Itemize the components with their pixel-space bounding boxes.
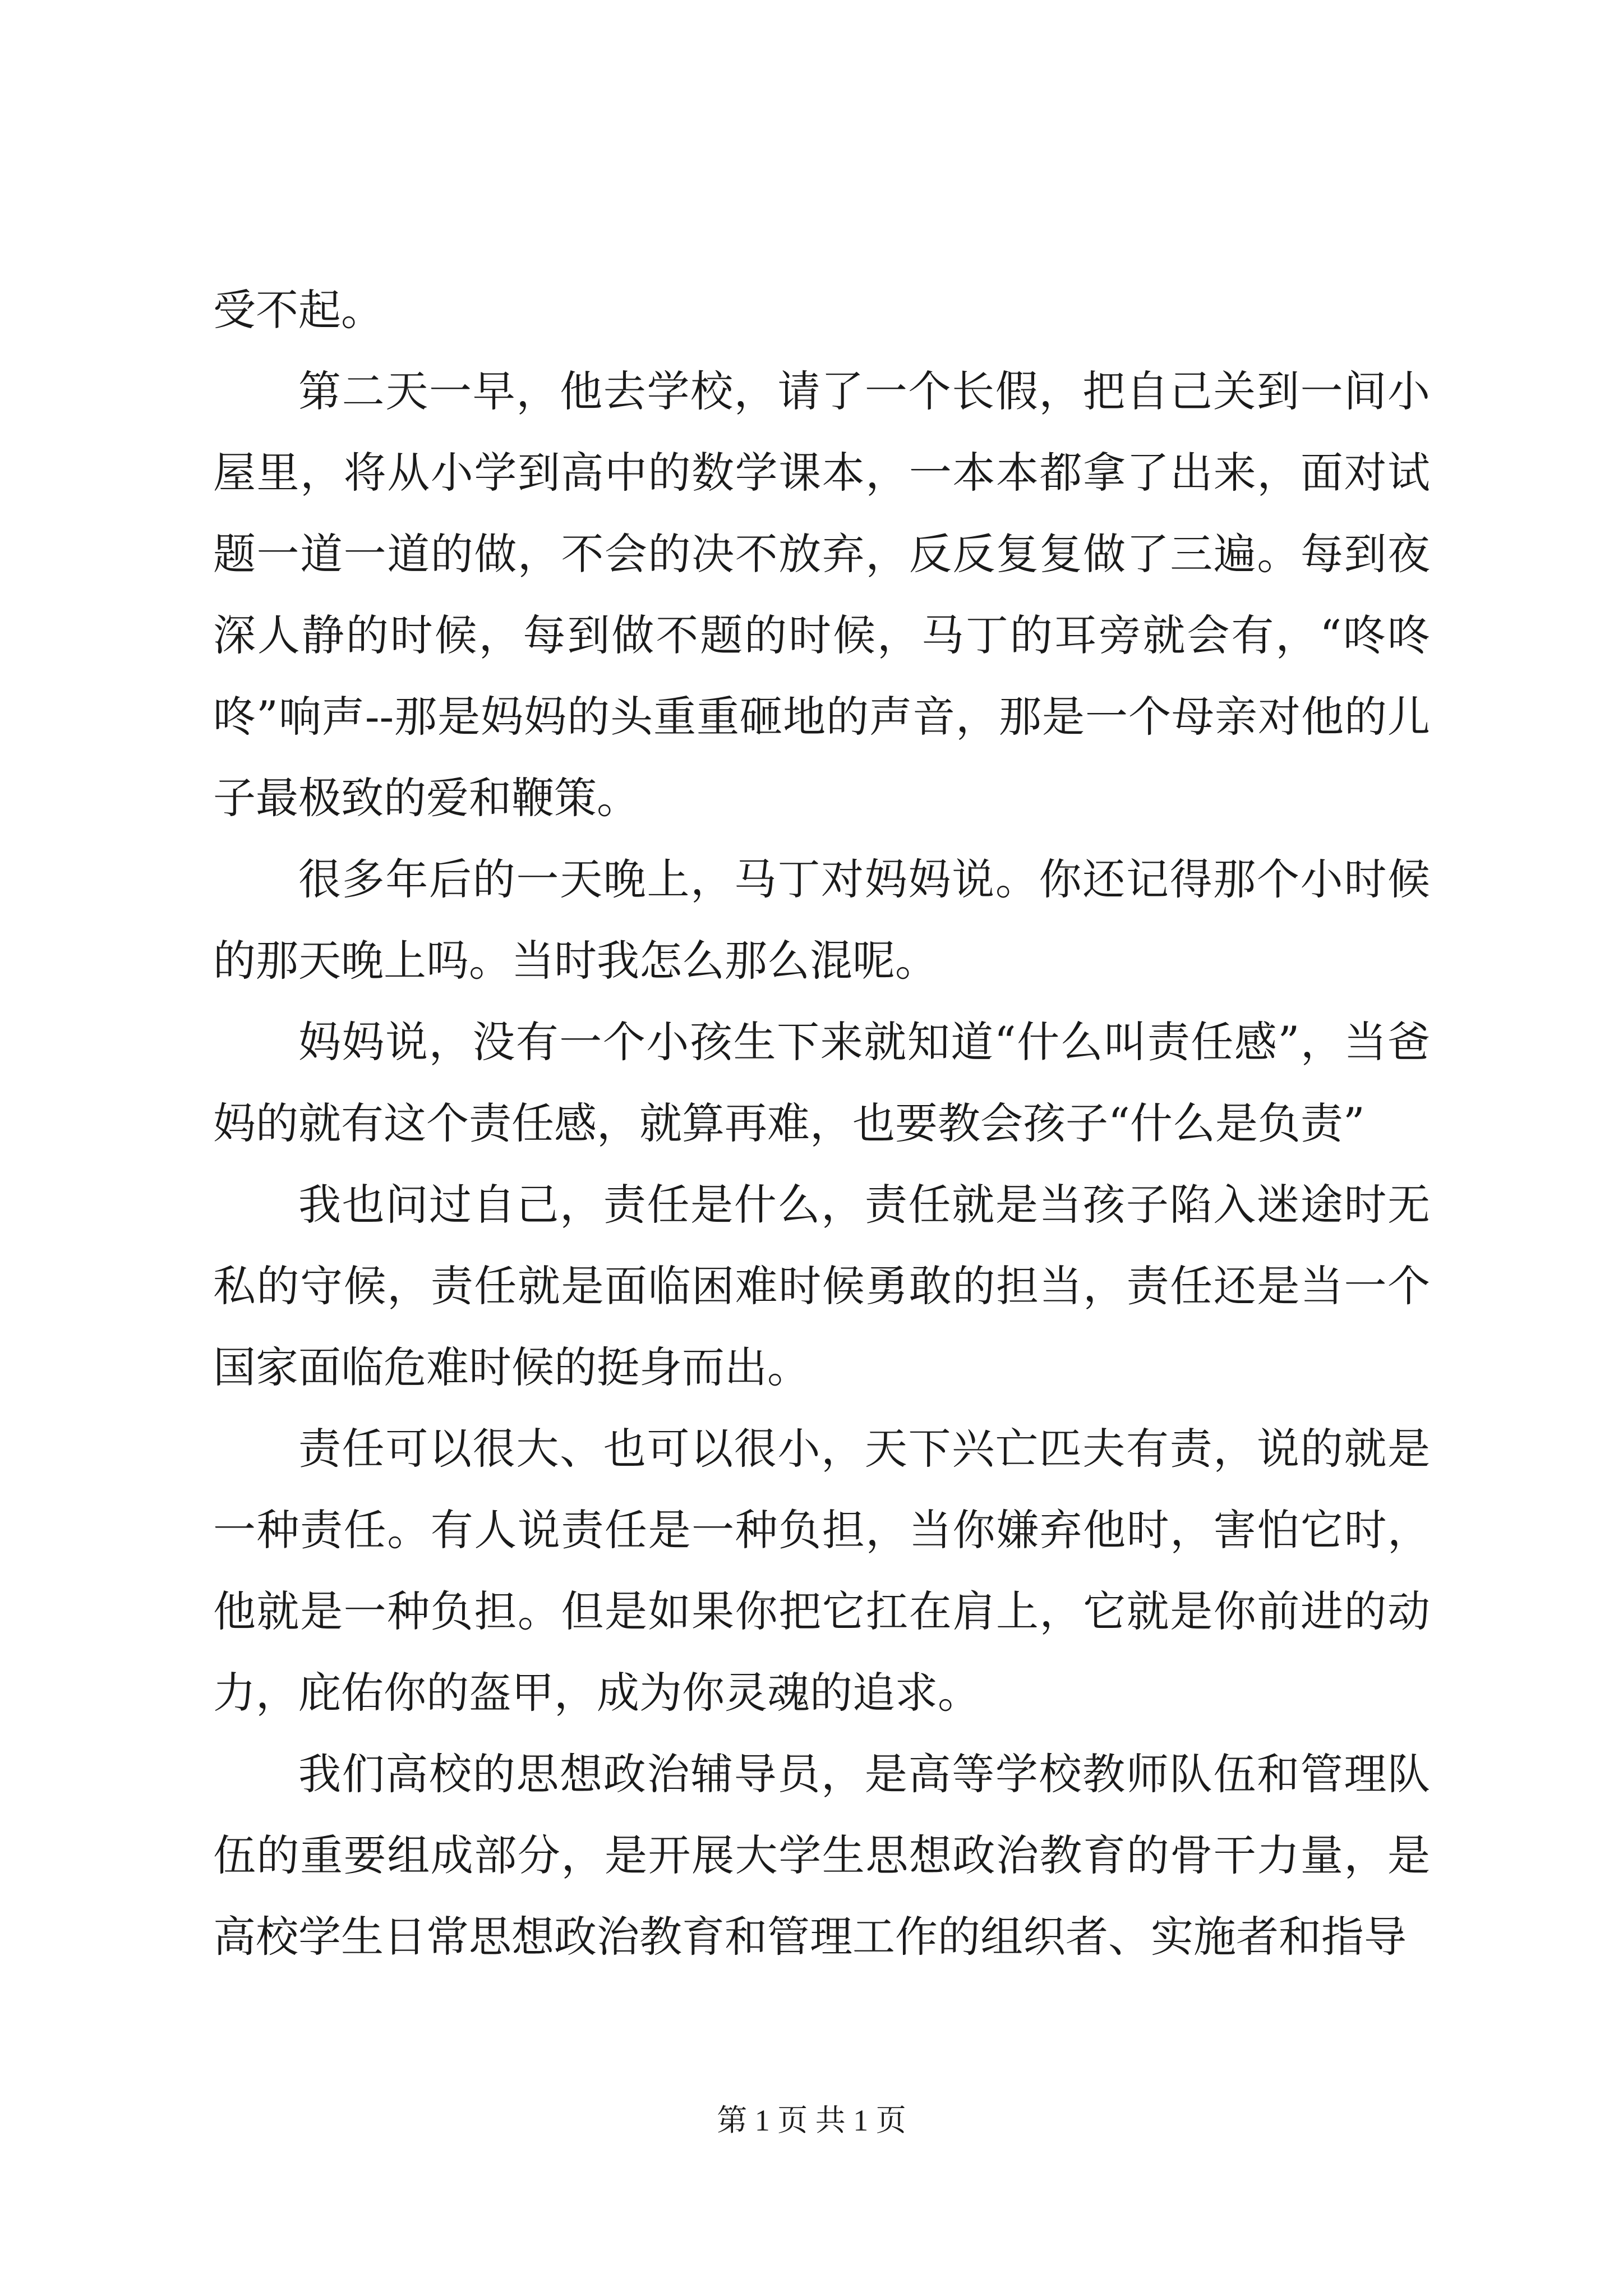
paragraph: 妈妈说，没有一个小孩生下来就知道“什么叫责任感”，当爸妈的就有这个责任感，就算再难，也要教会孩子“什么是负责” xyxy=(213,1017,1430,1148)
paragraph: 很多年后的一天晚上，马丁对妈妈说。你还记得那个小时候的那天晚上吗。当时我怎么那么混呢。 xyxy=(213,854,1430,986)
document-body xyxy=(213,269,1430,1977)
paragraph: 责任可以很大、也可以很小，天下兴亡匹夫有责，说的就是一种责任。有人说责任是一种负担，当你嫌弃他时，害怕它时，他就是一种负担。但是如果你把它扛在肩上，它就是你前进的动力，庇佑你的盔甲，成为你灵魂的追求。 xyxy=(213,1424,1430,1718)
paragraph: 我也问过自己，责任是什么，责任就是当孩子陷入迷途时无私的守候，责任就是面临困难时候勇敢的担当，责任还是当一个国家面临危难时候的挺身而出。 xyxy=(213,1180,1430,1392)
page-footer xyxy=(0,2101,1623,2140)
page-number: 第 1 页 共 1 页 xyxy=(717,2104,906,2137)
paragraph: 第二天一早，他去学校，请了一个长假，把自己关到一间小屋里，将从小学到高中的数学课本，一本本都拿了出来，面对试题一道一道的做，不会的决不放弃，反反复复做了三遍。每到夜深人静的时候，每到做不题的时候，马丁的耳旁就会有，“咚咚咚”响声--那是妈妈的头重重砸地的声音，那是一个母亲对他的儿子最极致的爱和鞭策。 xyxy=(213,366,1430,823)
paragraph: 我们高校的思想政治辅导员，是高等学校教师队伍和管理队伍的重要组成部分，是开展大学生思想政治教育的骨干力量，是高校学生日常思想政治教育和管理工作的组织者、实施者和指导 xyxy=(213,1749,1430,1962)
paragraph: 受不起。 xyxy=(213,285,384,335)
